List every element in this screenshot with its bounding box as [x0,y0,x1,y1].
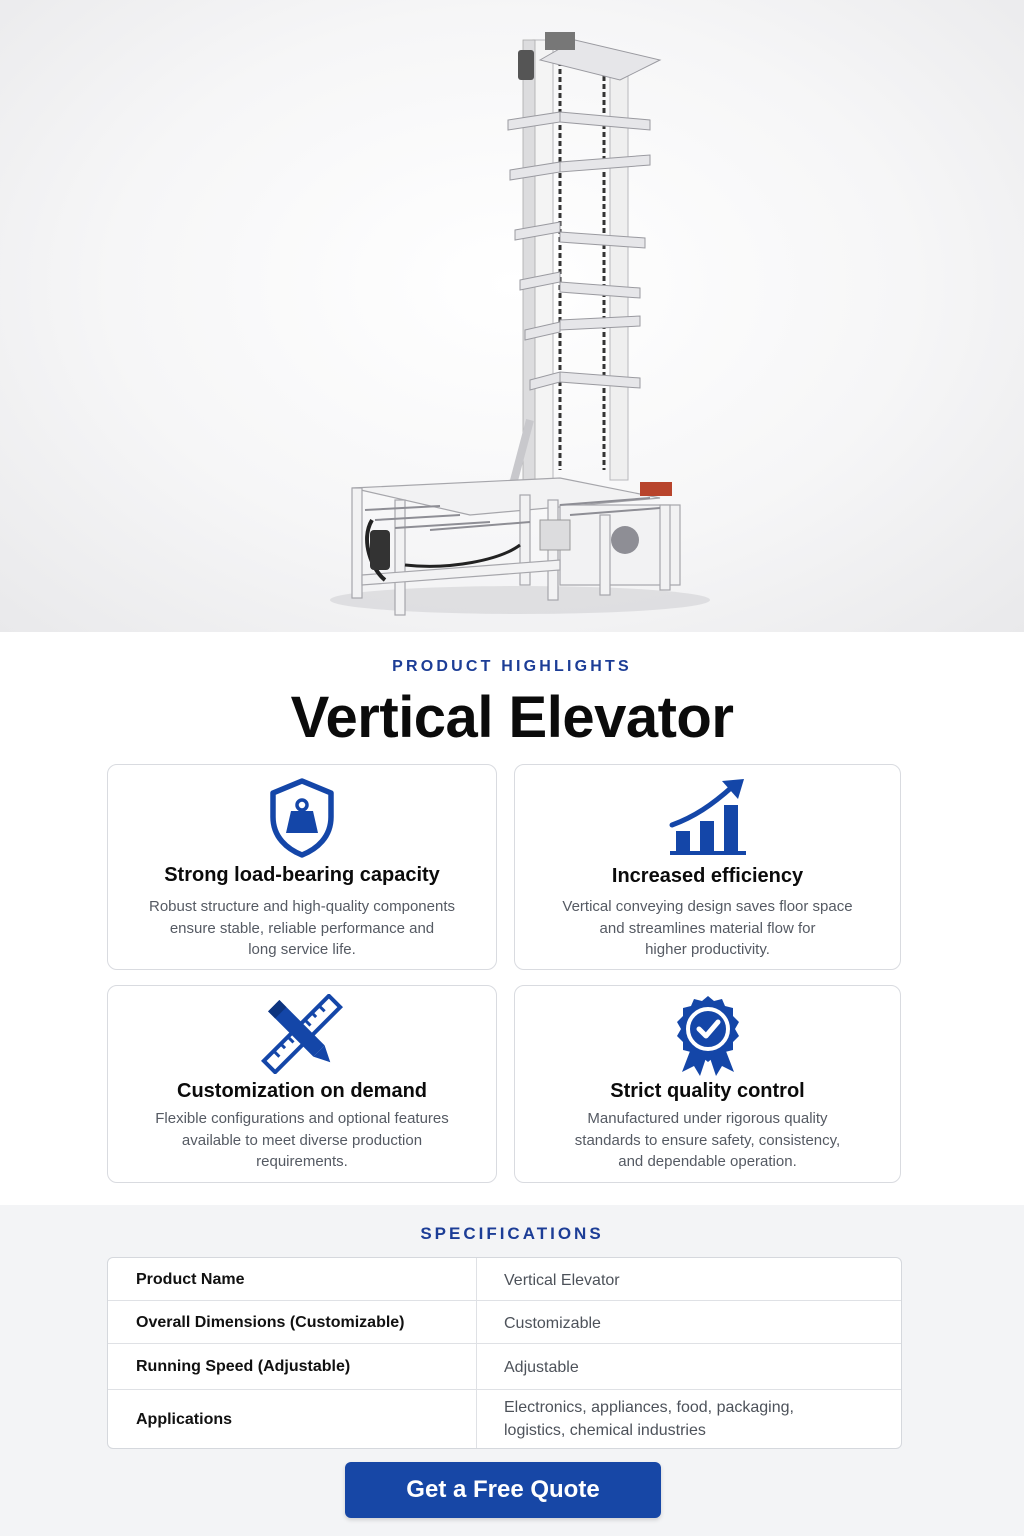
feature-title: Strong load-bearing capacity [164,864,440,886]
shield-weight-icon [267,777,337,859]
spec-value: Adjustable [504,1359,579,1376]
get-free-quote-button[interactable]: Get a Free Quote [345,1462,661,1518]
table-row [108,1390,901,1449]
table-row [108,1344,901,1390]
feature-title: Strict quality control [610,1080,805,1102]
feature-title: Increased efficiency [611,865,804,887]
table-row [108,1258,901,1301]
spec-key: Overall Dimensions (Customizable) [136,1314,405,1331]
feature-card-load-bearing [107,764,497,970]
table-row [108,1301,901,1344]
feature-description: Manufactured under rigorous quality standards to ensure safety, consistency, and dependable operation. [574,1110,841,1170]
ruler-pencil-icon [261,994,343,1074]
spec-key: Product Name [136,1271,245,1288]
growth-chart-icon [666,777,750,857]
spec-key: Running Speed (Adjustable) [136,1358,351,1375]
feature-description: Vertical conveying design saves floor space and streamlines material flow for higher productivity. [562,898,853,958]
vertical-elevator-illustration [0,0,1024,632]
feature-description: Flexible configurations and optional features available to meet diverse production requirements. [155,1110,449,1170]
feature-card-efficiency [514,764,901,970]
feature-card-customization [107,985,497,1183]
feature-card-quality [514,985,901,1183]
feature-title: Customization on demand [177,1080,427,1102]
specifications-heading: SPECIFICATIONS [420,1224,604,1243]
specifications-table [107,1257,902,1449]
spec-value: Customizable [504,1315,601,1332]
spec-value: Electronics, appliances, food, packaging, logistics, chemical industries [504,1399,794,1439]
product-hero-image [0,0,1024,632]
spec-value: Vertical Elevator [504,1272,620,1289]
feature-description: Robust structure and high-quality components ensure stable, reliable performance and long service life. [148,898,455,958]
section-eyebrow: PRODUCT HIGHLIGHTS [392,658,632,675]
quality-badge-icon [672,994,744,1076]
spec-key: Applications [136,1411,233,1428]
page-title: Vertical Elevator [290,685,734,750]
